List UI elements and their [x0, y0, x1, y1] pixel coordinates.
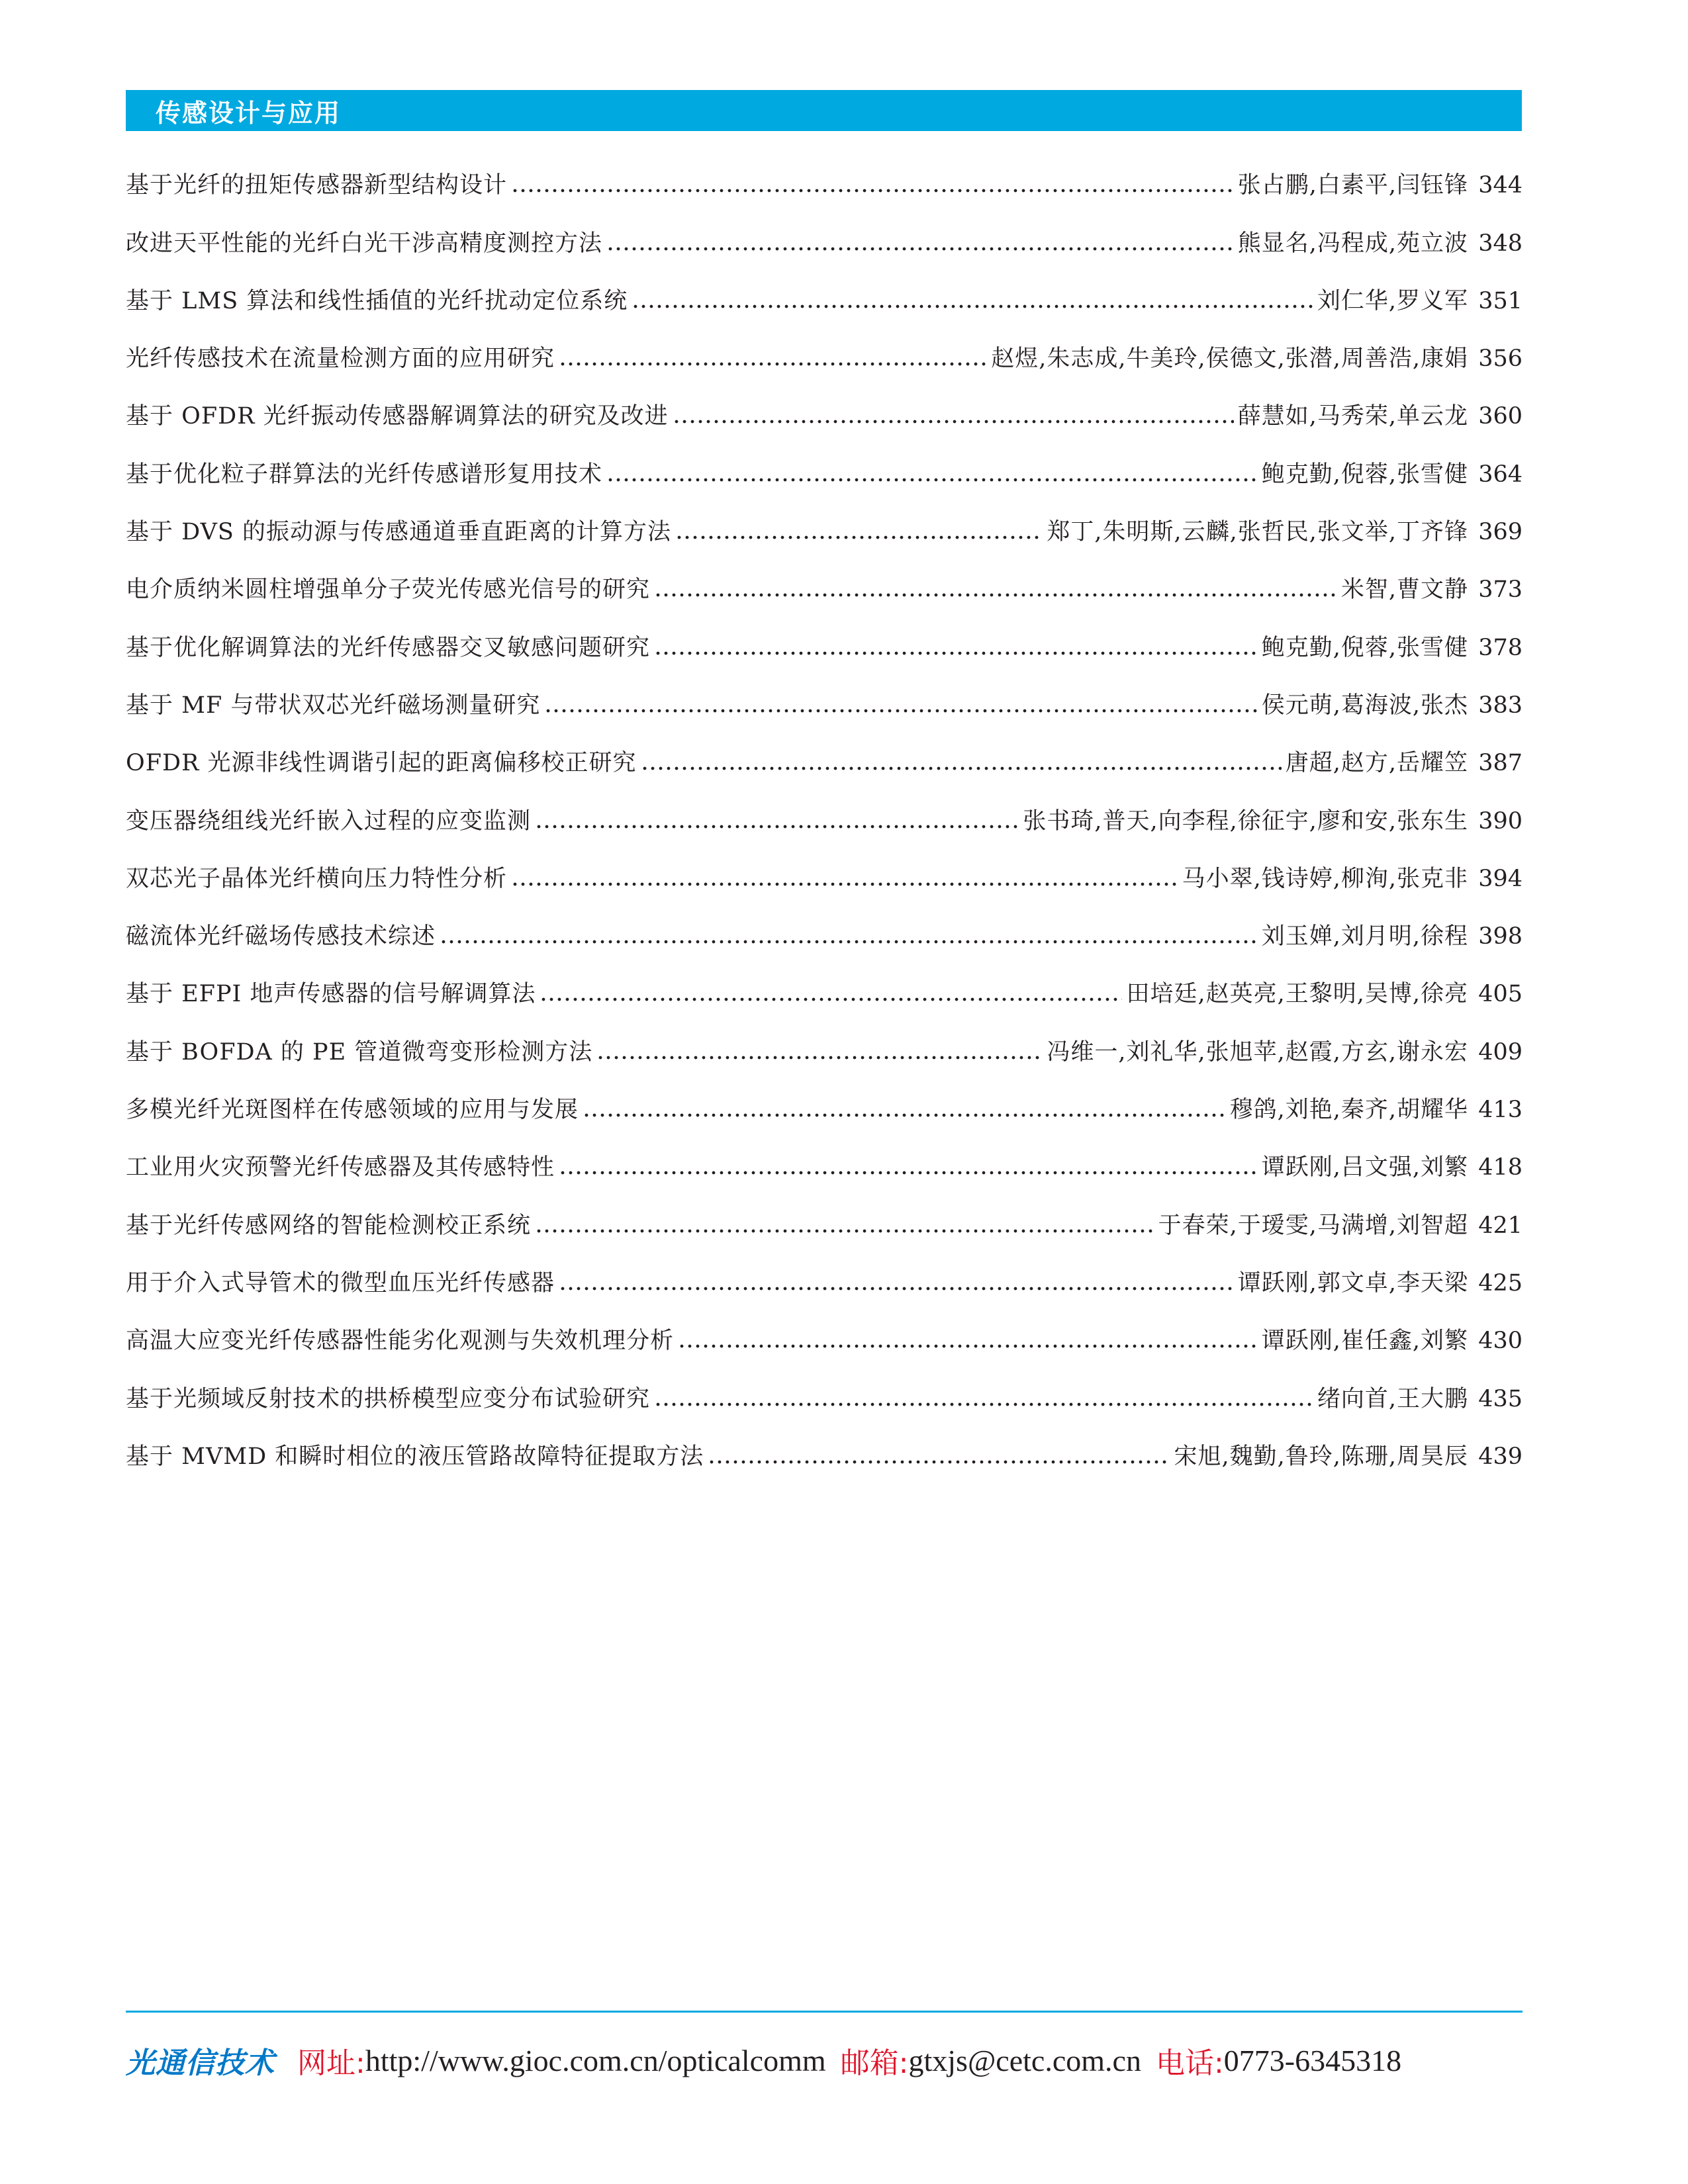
dot-leader — [632, 303, 1313, 310]
article-title: 基于 OFDR 光纤振动传感器解调算法的研究及改进 — [126, 403, 669, 430]
journal-logo: 光通信技术 — [126, 2046, 275, 2080]
toc-entry[interactable] — [126, 1242, 1523, 1300]
toc-entry[interactable] — [126, 1416, 1523, 1473]
toc-entry[interactable] — [126, 375, 1523, 433]
dot-leader — [539, 996, 1122, 1003]
article-authors: 于春荣,于瑷雯,马满增,刘智超 — [1158, 1212, 1468, 1239]
page-number: 405 — [1478, 981, 1523, 1008]
toc-entry[interactable] — [126, 549, 1523, 606]
article-title: 双芯光子晶体光纤横向压力特性分析 — [126, 865, 508, 892]
toc-entry[interactable] — [126, 838, 1523, 895]
article-title: 基于 MVMD 和瞬时相位的液压管路故障特征提取方法 — [126, 1443, 704, 1470]
article-title: 基于光纤的扭矩传感器新型结构设计 — [126, 172, 508, 199]
article-authors: 马小翠,钱诗婷,柳洵,张克非 — [1182, 865, 1468, 892]
article-title: 用于介入式导管术的微型血压光纤传感器 — [126, 1269, 555, 1297]
page-number: 409 — [1478, 1038, 1523, 1066]
page-number: 348 — [1478, 230, 1523, 257]
article-authors: 张书琦,普天,向李程,徐征宇,廖和安,张东生 — [1023, 807, 1468, 835]
article-authors: 谭跃刚,郭文卓,李天梁 — [1237, 1269, 1468, 1297]
page-number: 369 — [1478, 519, 1523, 546]
article-authors: 张占鹏,白素平,闫钰锋 — [1237, 172, 1468, 199]
dot-leader — [596, 1054, 1043, 1061]
page-number: 390 — [1478, 807, 1523, 835]
email-link[interactable]: gtxjs@cetc.com.cn — [908, 2043, 1141, 2077]
article-title: 改进天平性能的光纤白光干涉高精度测控方法 — [126, 230, 603, 257]
page-number: 344 — [1478, 172, 1523, 199]
article-authors: 侯元萌,葛海波,张杰 — [1261, 692, 1468, 719]
toc-entry[interactable] — [126, 260, 1523, 318]
article-title: 基于 BOFDA 的 PE 管道微弯变形检测方法 — [126, 1038, 593, 1066]
dot-leader — [678, 1343, 1258, 1349]
article-authors: 刘仁华,罗义军 — [1317, 287, 1468, 314]
page-number: 430 — [1478, 1328, 1523, 1355]
toc-entry[interactable] — [126, 1357, 1523, 1415]
table-of-contents — [126, 144, 1523, 1473]
article-title: 基于 DVS 的振动源与传感通道垂直距离的计算方法 — [126, 519, 671, 546]
article-title: 基于 EFPI 地声传感器的信号解调算法 — [126, 981, 536, 1008]
article-authors: 绪向首,王大鹏 — [1317, 1385, 1468, 1412]
website-link[interactable]: http://www.gioc.com.cn/opticalcomm — [365, 2043, 826, 2077]
toc-entry[interactable] — [126, 1126, 1523, 1184]
dot-leader — [559, 1169, 1258, 1176]
dot-leader — [535, 823, 1019, 830]
phone-label: 电话: — [1155, 2046, 1224, 2080]
toc-entry[interactable] — [126, 780, 1523, 837]
toc-entry[interactable] — [126, 202, 1523, 259]
article-title: 基于优化粒子群算法的光纤传感谱形复用技术 — [126, 461, 603, 488]
dot-leader — [675, 534, 1043, 541]
toc-entry[interactable] — [126, 1184, 1523, 1242]
toc-entry[interactable] — [126, 722, 1523, 780]
toc-entry[interactable] — [126, 606, 1523, 664]
article-title: OFDR 光源非线性调谐引起的距离偏移校正研究 — [126, 750, 637, 777]
page-number: 383 — [1478, 692, 1523, 719]
article-authors: 穆鸽,刘艳,秦齐,胡耀华 — [1229, 1097, 1468, 1124]
dot-leader — [606, 477, 1258, 483]
dot-leader — [511, 881, 1178, 887]
toc-entry[interactable] — [126, 1069, 1523, 1126]
article-title: 基于光频域反射技术的拱桥模型应变分布试验研究 — [126, 1385, 651, 1412]
dot-leader — [641, 765, 1282, 772]
toc-entry[interactable] — [126, 318, 1523, 375]
dot-leader — [583, 1112, 1226, 1118]
article-authors: 唐超,赵方,岳耀笠 — [1285, 750, 1468, 777]
article-title: 高温大应变光纤传感器性能劣化观测与失效机理分析 — [126, 1328, 675, 1355]
page-number: 360 — [1478, 403, 1523, 430]
toc-entry[interactable] — [126, 1011, 1523, 1068]
dot-leader — [440, 938, 1258, 945]
dot-leader — [559, 361, 987, 367]
page-number: 418 — [1478, 1154, 1523, 1181]
page-number: 398 — [1478, 923, 1523, 950]
phone-number: 0773-6345318 — [1223, 2043, 1402, 2077]
dot-leader — [673, 418, 1234, 425]
page-number: 356 — [1478, 345, 1523, 373]
dot-leader — [511, 187, 1234, 194]
article-title: 磁流体光纤磁场传感技术综述 — [126, 923, 436, 950]
article-authors: 宋旭,魏勤,鲁玲,陈珊,周昊辰 — [1174, 1443, 1468, 1470]
dot-leader — [606, 246, 1234, 252]
dot-leader — [654, 650, 1258, 657]
article-title: 基于优化解调算法的光纤传感器交叉敏感问题研究 — [126, 634, 651, 661]
page-number: 378 — [1478, 634, 1523, 661]
toc-entry[interactable] — [126, 433, 1523, 490]
section-header-bar — [126, 90, 1522, 131]
article-authors: 薛慧如,马秀荣,单云龙 — [1237, 403, 1468, 430]
footer — [126, 2037, 1523, 2083]
dot-leader — [708, 1459, 1170, 1465]
dot-leader — [654, 1401, 1313, 1408]
page-number: 425 — [1478, 1269, 1523, 1297]
page-number: 439 — [1478, 1443, 1523, 1470]
website-label: 网址: — [297, 2046, 365, 2080]
article-title: 电介质纳米圆柱增强单分子荧光传感光信号的研究 — [126, 576, 651, 604]
page-number: 373 — [1478, 576, 1523, 604]
page-number: 364 — [1478, 461, 1523, 488]
article-authors: 熊显名,冯程成,苑立波 — [1237, 230, 1468, 257]
page-number: 387 — [1478, 750, 1523, 777]
article-authors: 郑丁,朱明斯,云麟,张哲民,张文举,丁齐锋 — [1047, 519, 1468, 546]
article-title: 多模光纤光斑图样在传感领域的应用与发展 — [126, 1097, 579, 1124]
dot-leader — [544, 707, 1257, 714]
article-authors: 刘玉婵,刘月明,徐程 — [1261, 923, 1468, 950]
article-title: 光纤传感技术在流量检测方面的应用研究 — [126, 345, 555, 373]
section-title: 传感设计与应用 — [156, 98, 342, 128]
article-authors: 谭跃刚,吕文强,刘繁 — [1261, 1154, 1468, 1181]
article-authors: 谭跃刚,崔任鑫,刘繁 — [1261, 1328, 1468, 1355]
article-title: 基于 MF 与带状双芯光纤磁场测量研究 — [126, 692, 541, 719]
email-label: 邮箱: — [840, 2046, 909, 2080]
footer-divider — [126, 2011, 1523, 2013]
page-number: 421 — [1478, 1212, 1523, 1239]
dot-leader — [559, 1285, 1234, 1292]
toc-entry[interactable] — [126, 895, 1523, 953]
page-number: 351 — [1478, 287, 1523, 314]
article-authors: 赵煜,朱志成,牛美玲,侯德文,张潜,周善浩,康娟 — [991, 345, 1468, 373]
page-number: 435 — [1478, 1385, 1523, 1412]
toc-entry[interactable] — [126, 1300, 1523, 1357]
article-authors: 田培廷,赵英亮,王黎明,吴博,徐亮 — [1126, 981, 1468, 1008]
page-number: 413 — [1478, 1097, 1523, 1124]
toc-entry[interactable] — [126, 144, 1523, 202]
article-title: 基于光纤传感网络的智能检测校正系统 — [126, 1212, 532, 1239]
article-authors: 鲍克勤,倪蓉,张雪健 — [1261, 634, 1468, 661]
article-title: 变压器绕组线光纤嵌入过程的应变监测 — [126, 807, 532, 835]
toc-entry[interactable] — [126, 953, 1523, 1011]
article-authors: 鲍克勤,倪蓉,张雪健 — [1261, 461, 1468, 488]
toc-entry[interactable] — [126, 664, 1523, 722]
dot-leader — [654, 592, 1337, 598]
dot-leader — [535, 1228, 1154, 1234]
article-authors: 冯维一,刘礼华,张旭苹,赵霞,方玄,谢永宏 — [1047, 1038, 1468, 1066]
article-title: 基于 LMS 算法和线性插值的光纤扰动定位系统 — [126, 287, 628, 314]
toc-entry[interactable] — [126, 491, 1523, 549]
page-number: 394 — [1478, 865, 1523, 892]
article-title: 工业用火灾预警光纤传感器及其传感特性 — [126, 1154, 555, 1181]
article-authors: 米智,曹文静 — [1340, 576, 1468, 604]
